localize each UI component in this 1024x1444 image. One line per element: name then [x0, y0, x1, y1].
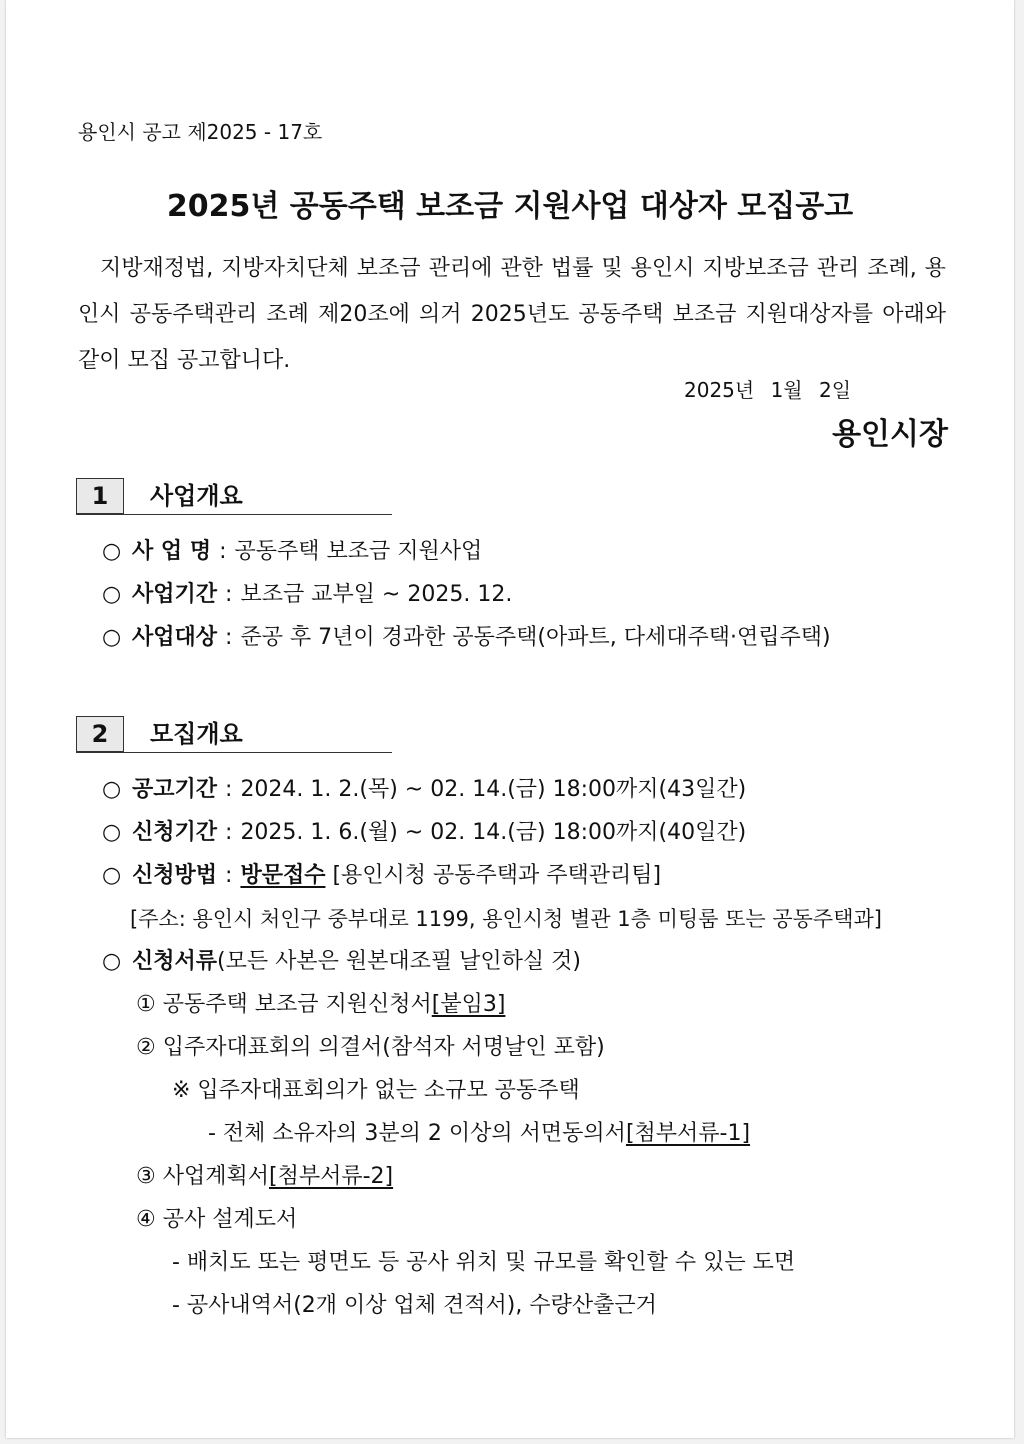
colon: : — [225, 863, 233, 888]
section-header-1 — [76, 478, 392, 515]
colon: : — [225, 582, 233, 607]
signer: 용인시장 — [832, 417, 948, 452]
list-item — [102, 776, 746, 804]
document-subitem: - 공사내역서(2개 이상 업체 견적서), 수량산출근거 — [172, 1293, 657, 1318]
item-value: 2024. 1. 2.(목) ~ 02. 14.(금) 18:00까지(43일간) — [240, 777, 747, 802]
item-value: 준공 후 7년이 경과한 공동주택(아파트, 다세대주택·연립주택) — [240, 625, 831, 650]
item-label: 신청서류 — [132, 949, 218, 974]
document-item-2: ② 입주자대표회의 의결서(참석자 서명날인 포함) — [136, 1035, 605, 1060]
bullet-circle: ○ — [102, 539, 122, 564]
document-item-3 — [136, 1163, 393, 1191]
item-value: [용인시청 공동주택과 주택관리팀] — [332, 863, 662, 888]
intro-paragraph: 지방재정법, 지방자치단체 보조금 관리에 관한 법률 및 용인시 지방보조금 관리 조례, 용인시 공동주택관리 조례 제20조에 의거 2025년도 공동주택 보조금 지원대상자를 아래와 같이 모집 공고합니다. — [78, 256, 946, 373]
item-label: 사업기간 — [132, 582, 218, 607]
page-title: 2025년 공동주택 보조금 지원사업 대상자 모집공고 — [166, 189, 854, 224]
document-subitem: - 배치도 또는 평면도 등 공사 위치 및 규모를 확인할 수 있는 도면 — [172, 1250, 796, 1275]
section-title: 사업개요 — [150, 482, 243, 510]
application-method-emphasis: 방문접수 — [240, 863, 326, 888]
item-label: 공고기간 — [132, 777, 218, 802]
address-line: [주소: 용인시 처인구 중부대로 1199, 용인시청 별관 1층 미팅룸 또는 공동주택과] — [130, 907, 882, 931]
item-value: 공동주택 보조금 지원사업 — [234, 539, 483, 564]
list-item — [102, 948, 581, 976]
attachment-ref: [첨부서류-2] — [268, 1164, 394, 1189]
section-title: 모집개요 — [150, 720, 243, 748]
bullet-circle: ○ — [102, 777, 122, 802]
item-value: 2025. 1. 6.(월) ~ 02. 14.(금) 18:00까지(40일간) — [240, 820, 747, 845]
notice-date: 2025년 1월 2일 — [684, 378, 852, 402]
bullet-circle: ○ — [102, 625, 122, 650]
item-label: 신청기간 — [132, 820, 218, 845]
bullet-circle: ○ — [102, 863, 122, 888]
document-text: ① 공동주택 보조금 지원신청서 — [136, 992, 432, 1017]
notice-number: 용인시 공고 제2025 - 17호 — [78, 120, 323, 144]
item-label: 사업대상 — [132, 625, 218, 650]
item-label: 신청방법 — [132, 863, 218, 888]
item-value: (모든 사본은 원본대조필 날인하실 것) — [217, 949, 581, 974]
colon: : — [219, 539, 227, 564]
item-value: 보조금 교부일 ~ 2025. 12. — [240, 582, 513, 607]
document-text: ③ 사업계획서 — [136, 1164, 269, 1189]
document-page — [6, 0, 1014, 1438]
document-note: ※ 입주자대표회의가 없는 소규모 공동주택 — [172, 1078, 580, 1103]
item-label: 사 업 명 — [132, 539, 212, 564]
colon: : — [225, 625, 233, 650]
document-item-4: ④ 공사 설계도서 — [136, 1207, 298, 1232]
list-item — [102, 538, 482, 566]
document-item-1 — [136, 991, 505, 1019]
section-number: 2 — [76, 716, 124, 752]
section-number: 1 — [76, 478, 124, 514]
colon: : — [225, 820, 233, 845]
attachment-ref: [첨부서류-1] — [625, 1121, 751, 1146]
bullet-circle: ○ — [102, 820, 122, 845]
list-item — [102, 862, 661, 890]
list-item — [102, 624, 831, 652]
colon: : — [225, 777, 233, 802]
bullet-circle: ○ — [102, 949, 122, 974]
document-text: - 전체 소유자의 3분의 2 이상의 서면동의서 — [208, 1121, 626, 1146]
attachment-ref: [붙임3] — [431, 992, 506, 1017]
bullet-circle: ○ — [102, 582, 122, 607]
section-header-2 — [76, 716, 392, 753]
list-item — [102, 581, 512, 609]
document-subnote — [208, 1120, 750, 1148]
list-item — [102, 819, 746, 847]
